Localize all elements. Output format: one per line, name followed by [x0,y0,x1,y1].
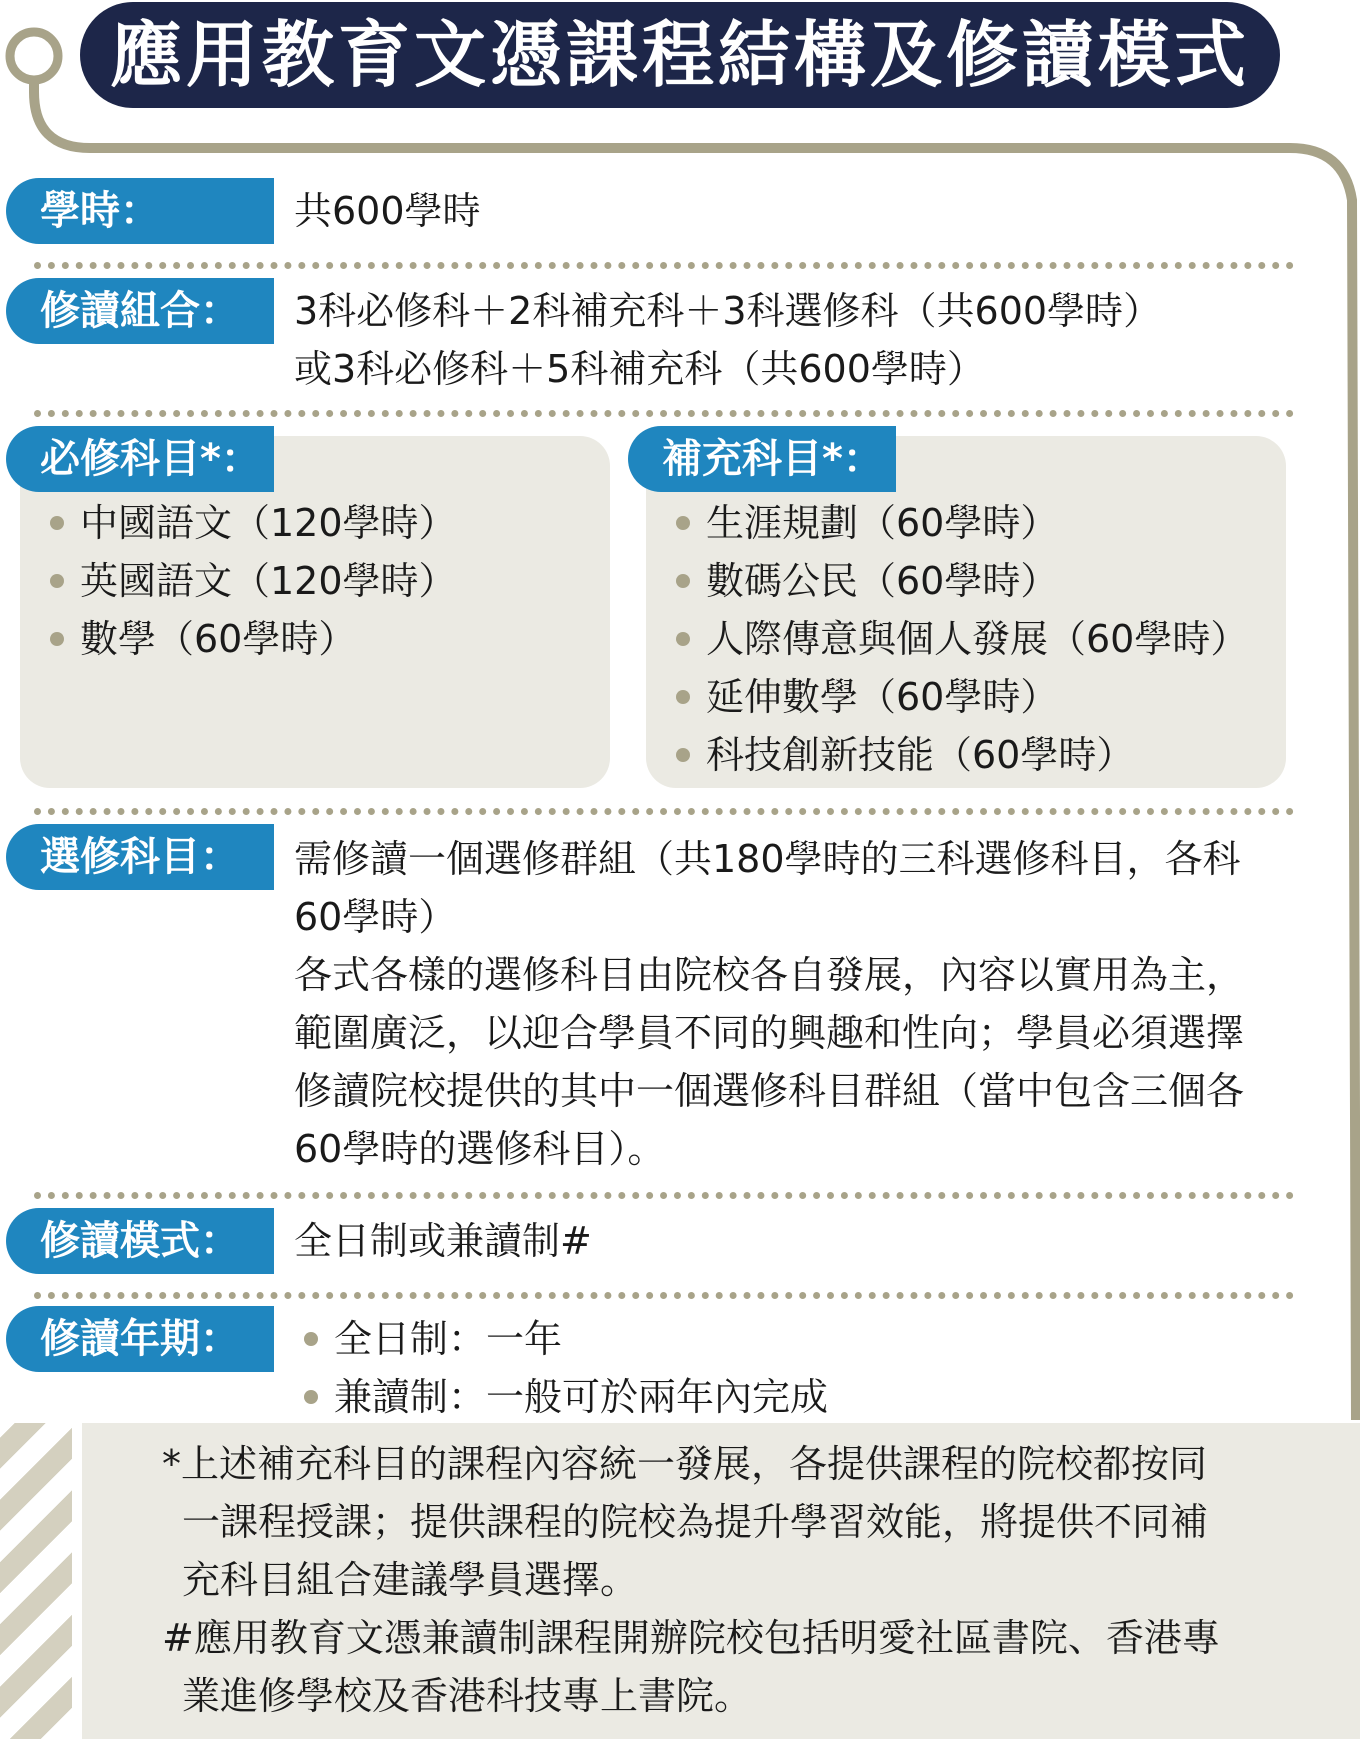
elective-line: 60學時的選修科目）。 [294,1127,666,1171]
note-line: 業進修學校及香港科技專上書院。 [182,1674,753,1718]
divider [34,1192,1294,1199]
mode-label: 修讀模式： [6,1208,274,1274]
combination-label: 修讀組合： [6,278,274,344]
note-line: 充科目組合建議學員選擇。 [182,1558,639,1602]
divider [34,410,1294,417]
list-item: 生涯規劃（60學時） [676,494,1248,552]
duration-label: 修讀年期： [6,1306,274,1372]
combination-line: 或3科必修科＋5科補充科（共600學時） [294,347,985,391]
list-item: 中國語文（120學時） [50,494,457,552]
list-item: 人際傳意與個人發展（60學時） [676,610,1248,668]
supplementary-list [676,494,1248,784]
core-list [50,494,457,668]
note-line: #應用教育文憑兼讀制課程開辦院校包括明愛社區書院、香港專 [162,1616,1220,1660]
elective-line: 各式各樣的選修科目由院校各自發展，內容以實用為主， [294,953,1245,997]
list-item: 延伸數學（60學時） [676,668,1248,726]
list-item: 科技創新技能（60學時） [676,726,1248,784]
elective-line: 範圍廣泛，以迎合學員不同的興趣和性向；學員必須選擇 [294,1011,1245,1055]
list-item: 全日制：一年 [304,1310,828,1368]
divider [34,262,1294,269]
hours-label: 學時： [6,178,274,244]
note-line: *上述補充科目的課程內容統一發展，各提供課程的院校都按同 [162,1442,1208,1486]
elective-line: 60學時） [294,895,457,939]
core-label: 必修科目*： [6,426,274,492]
list-item: 英國語文（120學時） [50,552,457,610]
hours-value: 共600學時 [294,189,481,233]
notes-box [82,1423,1360,1739]
elective-line: 需修讀一個選修群組（共180學時的三科選修科目，各科 [294,837,1241,881]
list-item: 數碼公民（60學時） [676,552,1248,610]
combination-line: 3科必修科＋2科補充科＋3科選修科（共600學時） [294,289,1162,333]
page-title: 應用教育文憑課程結構及修讀模式 [80,2,1280,108]
duration-list [304,1310,828,1426]
note-line: 一課程授課；提供課程的院校為提升學習效能，將提供不同補 [182,1500,1209,1544]
supplementary-label: 補充科目*： [628,426,896,492]
divider [34,1292,1294,1299]
elective-label: 選修科目： [6,824,274,890]
note-stripe-decoration [0,1423,72,1739]
list-item: 兼讀制：一般可於兩年內完成 [304,1368,828,1426]
mode-value: 全日制或兼讀制# [294,1219,592,1263]
divider [34,808,1294,815]
list-item: 數學（60學時） [50,610,457,668]
elective-line: 修讀院校提供的其中一個選修科目群組（當中包含三個各 [294,1069,1245,1113]
